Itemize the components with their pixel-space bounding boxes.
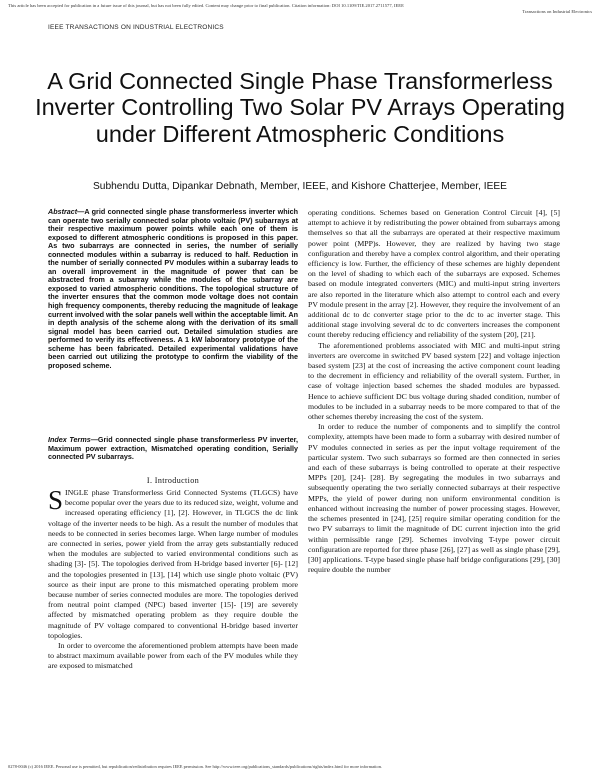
- abstract-text: —A grid connected single phase transformerless inverter which can operate two serially connected solar photo voltaic (PV) subarrays at their respective maximum power points while each one of them is exposed to different atmospheric conditions is proposed in this paper. As two subarrays are connected in series, the number of serially connected modules within a subarray is reduced to half. Reduction in the number of serially connected PV modules within a subarray leads to an overall improvement in the magnitude of power that can be abstracted from a subarray while the modules of the subarray are exposed to varied atmospheric conditions. The topological structure of the inverter ensures that the common mode voltage does not contain high frequency components, thereby reducing the magnitude of leakage current involved with the solar panels well within the acceptable limit. An in depth analysis of the scheme along with the derivation of its small signal model has been carried out. Detailed simulation studies are performed to verify its effectiveness. A 1 kW laboratory prototype of the scheme has been fabricated. Detailed experimental validations have been carried out utilizing the prototype to confirm the viability of the proposed scheme.: [48, 207, 298, 370]
- introduction-body: [48, 485, 298, 672]
- intro-paragraph-2: In order to overcome the aforementioned problem attempts have been made to abstract maximum available power from each of the PV modules while they are exposed to mismatched: [48, 641, 298, 671]
- publication-notice-right: Transactions on Industrial Electronics: [522, 9, 592, 14]
- abstract: [48, 208, 298, 370]
- author-list: Subhendu Dutta, Dipankar Debnath, Member, IEEE, and Kishore Chatterjee, Member, IEEE: [93, 181, 507, 192]
- right-column-body: [308, 208, 560, 575]
- section-heading-introduction: I. Introduction: [146, 476, 200, 485]
- publication-notice: [8, 3, 592, 14]
- index-terms-text: —Grid connected single phase transformerless PV inverter, Maximum power extraction, Mismatched operating condition, Serially connected PV subarrays.: [48, 435, 298, 462]
- publication-notice-left: This article has been accepted for publication in a future issue of this journal, but has not been fully edited. Content may change prior to final publication. Citation information: DOI 10.1109/TIE.2017.2711577, IEEE: [8, 3, 404, 8]
- right-paragraph-3: In order to reduce the number of components and to simplify the control complexity, attempts have been made to form a subarray with desired number of PV modules connected in series as per the input voltage requirement of the particular system. Two such subarrays so formed are then connected in series and each of these subarrays is being controlled to operate at their respective MPPs [20], [24]- [28]. By segregating the modules in two subarrays and subsequently operating the two serially connected subarrays at their respective MPPs, the yield of power during non uniform environmental condition is enhanced without increasing the number of power processing stages. However, the schemes presented in [24], [25] require similar operating condition for the two PV subarrays to limit the magnitude of DC current injection into the grid within permissible range [29]. Schemes involving T-type power circuit configuration are reported for three phase [26], [27] as well as single phase [29], [30] applications. T-type based single phase half bridge configurations [29], [30] require double the number: [308, 422, 560, 575]
- copyright-text: 0278-0046 (c) 2016 IEEE. Personal use is permitted, but republication/redistribution requires IEEE permission. See http://www.ieee.org/publications_standards/publications/rights/index.html for more information.: [8, 764, 382, 769]
- abstract-lead: Abstract: [48, 207, 78, 216]
- index-terms: [48, 436, 298, 462]
- copyright-footer: [8, 764, 592, 769]
- index-terms-lead: Index Terms: [48, 435, 91, 444]
- paper-title: A Grid Connected Single Phase Transformerless Inverter Controlling Two Solar PV Arrays Operating under Different Atmospheric Conditions: [35, 67, 565, 147]
- drop-cap: S: [48, 485, 64, 515]
- intro-paragraph-1: [48, 485, 298, 641]
- right-paragraph-1: operating conditions. Schemes based on Generation Control Circuit [4], [5] attempt to achieve it by redistributing the power obtained from subarrays among themselves so that all the subarrays are operated at their respective maximum power point (MPP)s. However, they are realized by having two stage configuration and thereby have a complex control algorithm, and their operating efficiency is low. Further, the efficiency of these schemes are highly dependent on the level of shading to which each of the subarrays are exposed. Schemes based on module integrated converters (MIC) and multi-input string inverters are also reported in the literature which also attempt to control each and every PV module present in the array [2]. However, they require the involvement of an additional dc to dc converter stage prior to the dc to ac inverter stage. This additional stage involving several dc to dc converters increases the component count thereby reducing efficiency and reliability of the system [20], [21].: [308, 208, 560, 340]
- intro-paragraph-1-text: INGLE phase Transformerless Grid Connected Systems (TLGCS) have become popular over the years due to its reduced size, weight, volume and increased operating efficiency [1], [2]. However, in TLGCS the dc link voltage of the inverter needs to be high. As a result the number of modules that needs to be connected in series becomes large. When large number of modules are connected in series, power yield from the array gets substantially reduced when the modules are subjected to varied environmental conditions such as shading [3]- [5]. The topologies derived from H-bridge based inverter [6]- [12] and the topologies presented in [13], [14] which use single photo voltaic (PV) source as their input are prone to this mismatched operating problem more because number of series connected modules are more. The topologies derived from neutral point clamped (NPC) based inverter [15]- [19] are severely affected by mismatched operating problem as they require double the magnitude of PV voltage compared to conventional H-bridge based inverter topologies.: [48, 488, 298, 640]
- journal-name: IEEE TRANSACTIONS ON INDUSTRIAL ELECTRONICS: [48, 24, 224, 31]
- right-paragraph-2: The aforementioned problems associated with MIC and multi-input string inverters are overcome in switched PV based system [22] and voltage injection based system [23] at the cost of increasing the active component count leading to the decrement in efficiency and reliability of the overall system. Further, in case of voltage injection based schemes the shaded modules are bypassed. Hence to achieve sufficient DC bus voltage during shaded condition, number of modules to be included in a subarray needs to be more compared to that of the other schemes thereby increasing the cost of the system.: [308, 340, 560, 422]
